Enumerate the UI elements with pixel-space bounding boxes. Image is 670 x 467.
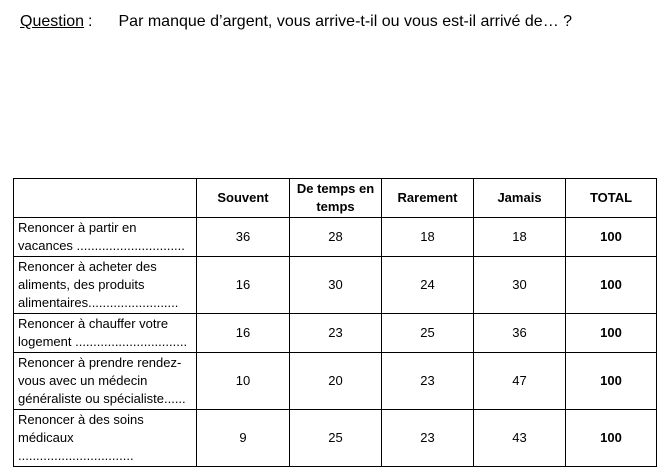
row-label: Renoncer à des soins médicaux ................................ <box>14 410 197 467</box>
cell-souvent: 9 <box>197 410 290 467</box>
cell-souvent: 16 <box>197 257 290 314</box>
cell-jamais: 47 <box>474 353 566 410</box>
table-row <box>14 314 657 353</box>
question-line <box>20 13 572 31</box>
cell-total: 100 <box>566 314 657 353</box>
row-label: Renoncer à prendre rendez-vous avec un médecin généraliste ou spécialiste...... <box>14 353 197 410</box>
header-empty <box>14 179 197 218</box>
cell-de-temps-en-temps: 28 <box>290 218 382 257</box>
cell-total: 100 <box>566 257 657 314</box>
header-de-temps-en-temps: De temps en temps <box>290 179 382 218</box>
header-jamais: Jamais <box>474 179 566 218</box>
cell-rarement: 25 <box>382 314 474 353</box>
header-souvent: Souvent <box>197 179 290 218</box>
cell-de-temps-en-temps: 30 <box>290 257 382 314</box>
cell-rarement: 23 <box>382 410 474 467</box>
cell-de-temps-en-temps: 25 <box>290 410 382 467</box>
cell-total: 100 <box>566 218 657 257</box>
cell-souvent: 10 <box>197 353 290 410</box>
cell-souvent: 36 <box>197 218 290 257</box>
question-separator: : <box>88 13 93 30</box>
row-label: Renoncer à acheter des aliments, des produits alimentaires......................... <box>14 257 197 314</box>
cell-jamais: 30 <box>474 257 566 314</box>
cell-rarement: 18 <box>382 218 474 257</box>
row-label: Renoncer à chauffer votre logement ............................... <box>14 314 197 353</box>
header-row <box>14 179 657 218</box>
header-rarement: Rarement <box>382 179 474 218</box>
header-total: TOTAL <box>566 179 657 218</box>
cell-jamais: 36 <box>474 314 566 353</box>
cell-jamais: 43 <box>474 410 566 467</box>
cell-jamais: 18 <box>474 218 566 257</box>
cell-total: 100 <box>566 353 657 410</box>
question-label: Question <box>20 13 85 30</box>
survey-table <box>13 178 657 467</box>
cell-souvent: 16 <box>197 314 290 353</box>
cell-de-temps-en-temps: 23 <box>290 314 382 353</box>
cell-rarement: 24 <box>382 257 474 314</box>
row-label: Renoncer à partir en vacances .............................. <box>14 218 197 257</box>
cell-total: 100 <box>566 410 657 467</box>
question-text: Par manque d’argent, vous arrive-t-il ou vous est-il arrivé de… ? <box>118 13 573 30</box>
cell-rarement: 23 <box>382 353 474 410</box>
table-row <box>14 353 657 410</box>
table-row <box>14 410 657 467</box>
table-row <box>14 257 657 314</box>
table-row <box>14 218 657 257</box>
cell-de-temps-en-temps: 20 <box>290 353 382 410</box>
